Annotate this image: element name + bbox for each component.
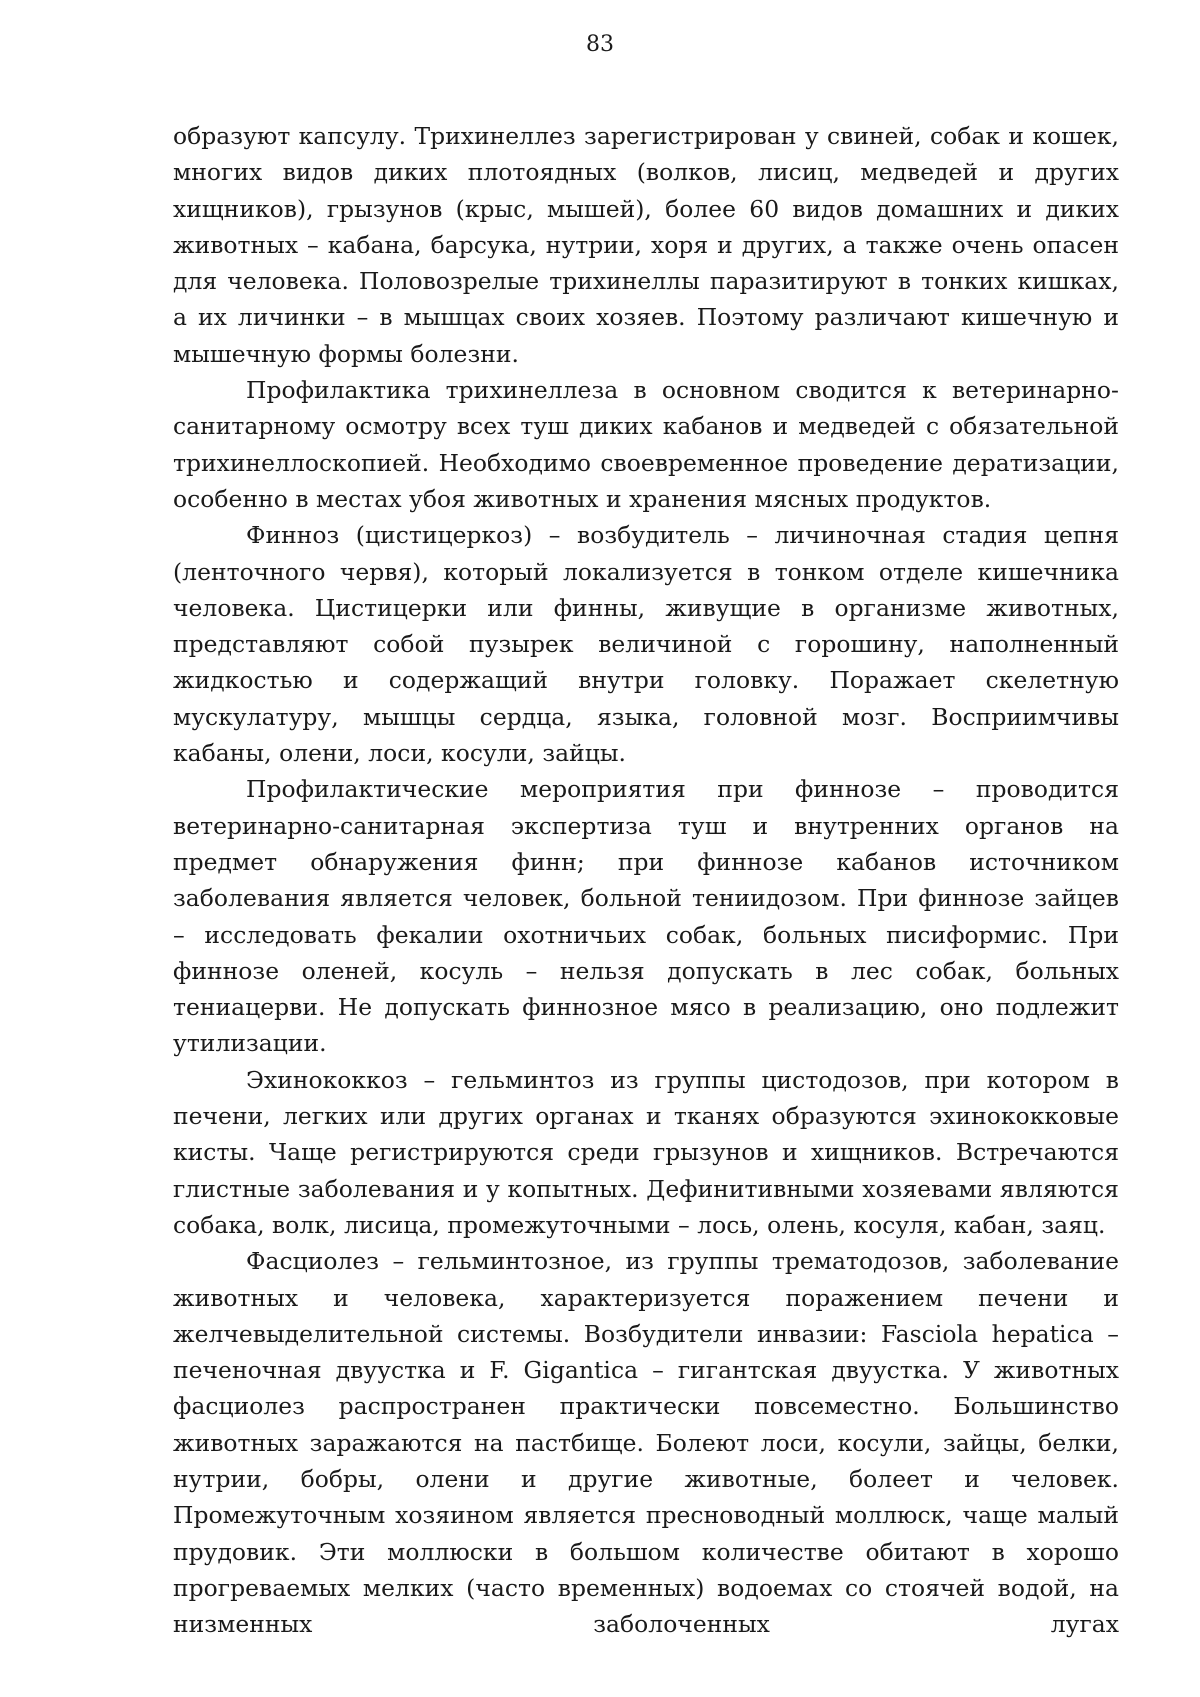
paragraph-fascioliasis: Фасциолез – гельминтозное, из группы трематодозов, заболевание животных и человека, характеризуется поражением печени и желчевыделительной системы. Возбудители инвазии: Fasciola hepatica – печеночная двуустка и F. Gigantica – гигантская двуустка. У животных фасциолез распространен практически повсеместно. Большинство животных заражаются на пастбище. Болеют лоси, косули, зайцы, белки, нутрии, бобры, олени и другие животные, болеет и человек. Промежуточным хозяином является пресноводный моллюск, чаще малый прудовик. Эти моллюски в большом количестве обитают в хорошо прогреваемых мелких (часто временных) водоемах со стоячей водой, на низменных заболоченных лугах bbox=[173, 1247, 1119, 1639]
page-number: 83 bbox=[586, 32, 614, 57]
paragraph-echinococcosis: Эхинококкоз – гельминтоз из группы цистодозов, при котором в печени, легких или других органах и тканях образуются эхинококковые кисты. Чаще регистрируются среди грызунов и хищников. Встречаются глистные заболевания и у копытных. Дефинитивными хозяевами являются собака, волк, лисица, промежуточными – лось, олень, косуля, кабан, заяц. bbox=[173, 1065, 1119, 1239]
paragraph-cysticercosis-prevention: Профилактические мероприятия при финнозе – проводится ветеринарно-санитарная экспертиза туш и внутренних органов на предмет обнаружения финн; при финнозе кабанов источником заболевания является человек, больной тениидозом. При финнозе зайцев – исследовать фекалии охотничьих собак, больных писиформис. При финнозе оленей, косуль – нельзя допускать в лес собак, больных тениацерви. Не допускать финнозное мясо в реализацию, оно подлежит утилизации. bbox=[173, 775, 1119, 1058]
paragraph-cysticercosis: Финноз (цистицеркоз) – возбудитель – личиночная стадия цепня (ленточного червя), который локализуется в тонком отделе кишечника человека. Цистицерки или финны, живущие в организме животных, представляют собой пузырек величиной с горошину, наполненный жидкостью и содержащий внутри головку. Поражает скелетную мускулатуру, мышцы сердца, языка, головной мозг. Восприимчивы кабаны, олени, лоси, косули, зайцы. bbox=[173, 521, 1119, 768]
paragraph-trichinellosis-prevention: Профилактика трихинеллеза в основном сводится к ветеринарно-санитарному осмотру всех туш диких кабанов и медведей с обязательной трихинеллоскопией. Необходимо своевременное проведение дератизации, особенно в местах убоя животных и хранения мясных продуктов. bbox=[173, 376, 1119, 513]
body-text bbox=[173, 118, 1119, 1642]
paragraph-trichinellosis-continued: образуют капсулу. Трихинеллез зарегистрирован у свиней, собак и кошек, многих видов диких плотоядных (волков, лисиц, медведей и других хищников), грызунов (крыс, мышей), более 60 видов домашних и диких животных – кабана, барсука, нутрии, хоря и других, а также очень опасен для человека. Половозрелые трихинеллы паразитируют в тонких кишках, а их личинки – в мышцах своих хозяев. Поэтому различают кишечную и мышечную формы болезни. bbox=[173, 122, 1119, 368]
